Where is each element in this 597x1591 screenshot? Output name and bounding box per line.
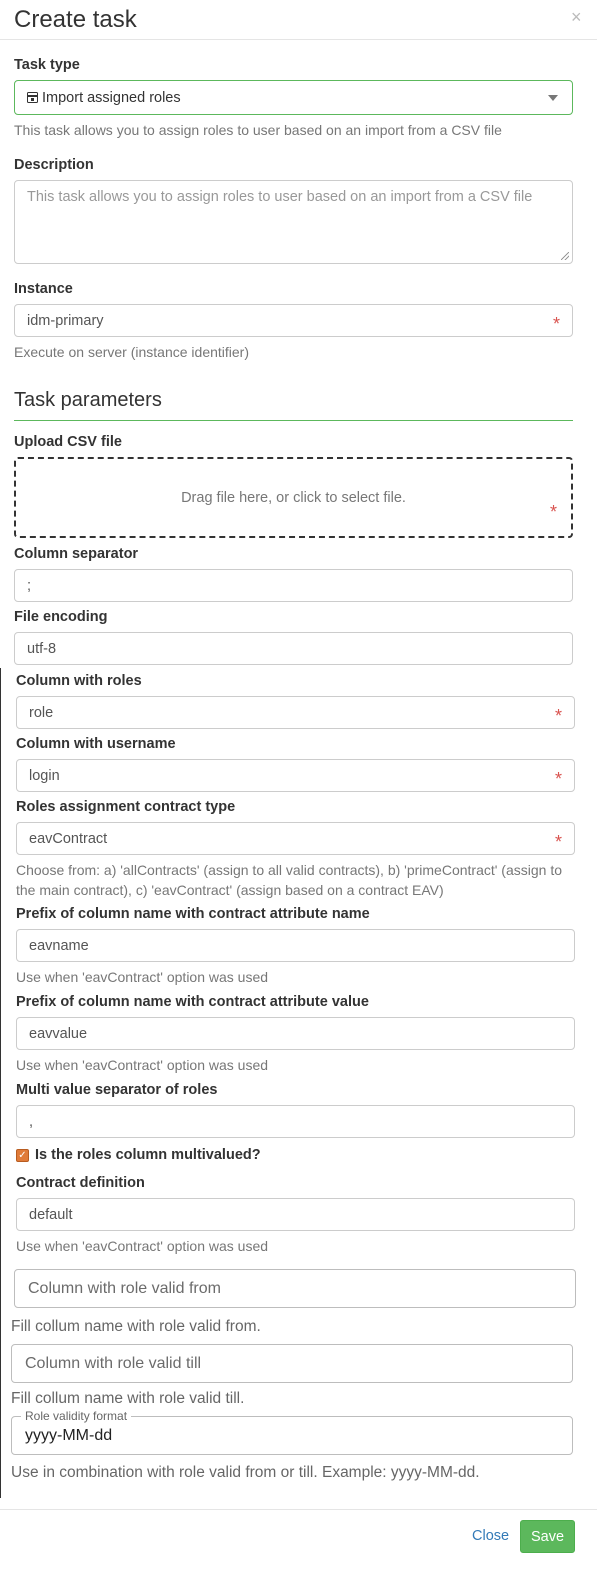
prefix-name-label: Prefix of column name with contract attribute name bbox=[16, 906, 370, 922]
valid-till-input[interactable] bbox=[11, 1344, 573, 1383]
instance-label: Instance bbox=[14, 281, 73, 297]
save-button[interactable]: Save bbox=[520, 1520, 575, 1553]
required-marker: * bbox=[552, 313, 560, 334]
contract-definition-input[interactable] bbox=[16, 1198, 575, 1231]
instance-input[interactable] bbox=[14, 304, 573, 337]
description-textarea[interactable] bbox=[14, 180, 573, 264]
contract-definition-help: Use when 'eavContract' option was used bbox=[16, 1238, 269, 1254]
chevron-down-icon[interactable] bbox=[548, 95, 558, 101]
prefix-name-value: eavname bbox=[29, 937, 89, 954]
column-separator-label: Column separator bbox=[14, 546, 139, 562]
required-marker: * bbox=[554, 831, 562, 852]
required-marker: * bbox=[554, 705, 562, 726]
header-divider bbox=[0, 39, 597, 40]
description-placeholder: This task allows you to assign roles to user based on an import from a CSV file bbox=[27, 189, 533, 205]
multi-separator-label: Multi value separator of roles bbox=[16, 1082, 218, 1098]
file-encoding-value: utf-8 bbox=[27, 640, 57, 657]
multivalued-checkbox[interactable]: ✓ bbox=[16, 1149, 29, 1162]
valid-from-help: Fill collum name with role valid from. bbox=[11, 1318, 261, 1335]
contract-type-help-line-1: Choose from: a) 'allContracts' (assign to all valid contracts), b) 'primeContract' (assign to bbox=[16, 862, 563, 878]
prefix-value-help: Use when 'eavContract' option was used bbox=[16, 1057, 269, 1073]
close-button[interactable]: Close bbox=[472, 1528, 510, 1544]
contract-type-label: Roles assignment contract type bbox=[16, 799, 236, 815]
modal-title: Create task bbox=[14, 6, 137, 33]
section-divider bbox=[14, 420, 573, 421]
prefix-value-input[interactable] bbox=[16, 1017, 575, 1050]
column-roles-value: role bbox=[29, 704, 54, 721]
column-username-value: login bbox=[29, 767, 60, 784]
multivalued-checkbox-row[interactable] bbox=[16, 1146, 261, 1164]
column-username-label: Column with username bbox=[16, 736, 176, 752]
prefix-name-input[interactable] bbox=[16, 929, 575, 962]
valid-till-help: Fill collum name with role valid till. bbox=[11, 1390, 245, 1407]
column-separator-value: ; bbox=[27, 577, 32, 594]
section-title: Task parameters bbox=[14, 389, 162, 411]
contract-definition-label: Contract definition bbox=[16, 1175, 145, 1191]
description-label: Description bbox=[14, 157, 94, 173]
multi-separator-value: , bbox=[29, 1113, 34, 1130]
prefix-name-help: Use when 'eavContract' option was used bbox=[16, 969, 269, 985]
file-dropzone[interactable] bbox=[14, 457, 573, 538]
task-type-help: This task allows you to assign roles to user based on an import from a CSV file bbox=[14, 122, 502, 138]
resize-handle-icon[interactable] bbox=[561, 252, 569, 260]
task-type-value: Import assigned roles bbox=[42, 89, 181, 106]
contract-type-help-line-2: the main contract), c) 'eavContract' (assign based on a contract EAV) bbox=[16, 882, 444, 898]
required-marker: * bbox=[554, 768, 562, 789]
contract-type-value: eavContract bbox=[29, 830, 108, 847]
validity-format-legend: Role validity format bbox=[21, 1410, 131, 1422]
multivalued-label: Is the roles column multivalued? bbox=[35, 1147, 261, 1163]
file-encoding-input[interactable] bbox=[14, 632, 573, 665]
instance-help: Execute on server (instance identifier) bbox=[14, 344, 249, 360]
column-separator-input[interactable] bbox=[14, 569, 573, 602]
column-roles-input[interactable] bbox=[16, 696, 575, 729]
prefix-value-label: Prefix of column name with contract attribute value bbox=[16, 994, 369, 1010]
column-roles-label: Column with roles bbox=[16, 673, 142, 689]
contract-type-help bbox=[16, 860, 586, 900]
validity-format-help: Use in combination with role valid from or till. Example: yyyy-MM-dd. bbox=[11, 1464, 480, 1481]
footer-divider bbox=[0, 1509, 597, 1510]
multi-separator-input[interactable] bbox=[16, 1105, 575, 1138]
upload-label: Upload CSV file bbox=[14, 434, 122, 450]
required-marker: * bbox=[549, 502, 557, 522]
dropzone-text: Drag file here, or click to select file. bbox=[181, 489, 406, 506]
close-icon[interactable]: × bbox=[571, 7, 582, 27]
panel-edge bbox=[0, 668, 1, 1498]
task-type-select[interactable] bbox=[14, 80, 573, 115]
column-username-input[interactable] bbox=[16, 759, 575, 792]
prefix-value-value: eavvalue bbox=[29, 1025, 88, 1042]
contract-definition-value: default bbox=[29, 1206, 73, 1223]
instance-value: idm-primary bbox=[27, 312, 104, 329]
validity-format-value: yyyy-MM-dd bbox=[25, 1426, 113, 1444]
calendar-icon bbox=[27, 92, 38, 103]
contract-type-input[interactable] bbox=[16, 822, 575, 855]
valid-till-placeholder: Column with role valid till bbox=[25, 1354, 202, 1372]
valid-from-placeholder: Column with role valid from bbox=[28, 1279, 221, 1297]
file-encoding-label: File encoding bbox=[14, 609, 108, 625]
task-type-label: Task type bbox=[14, 57, 80, 73]
valid-from-input[interactable] bbox=[14, 1269, 576, 1308]
